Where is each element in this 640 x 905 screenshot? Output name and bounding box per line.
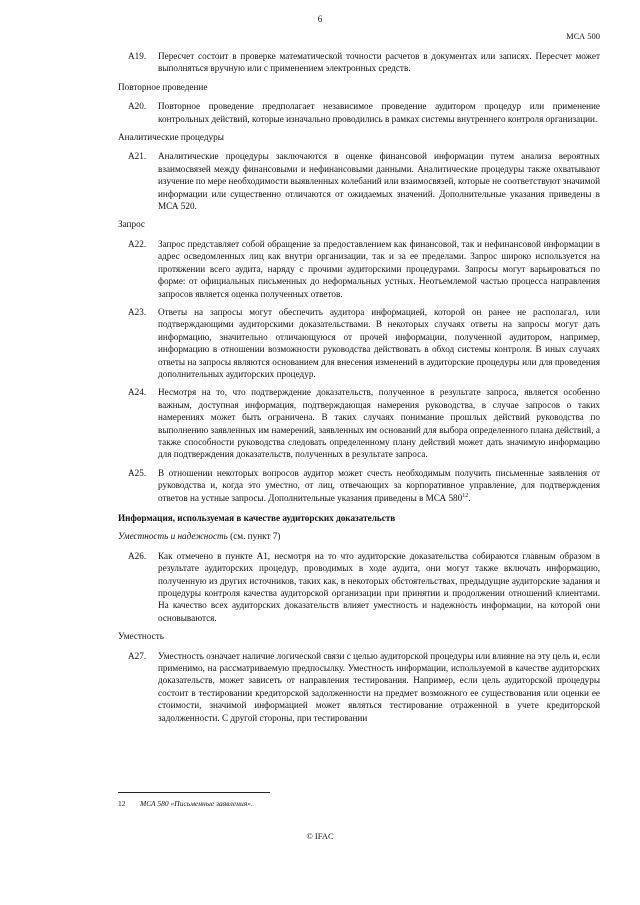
subheading-analytic: Аналитические процедуры <box>118 132 224 143</box>
footnote-text: МСА 580 «Письменные заявления». <box>140 799 253 808</box>
paragraph-a22 <box>118 238 600 300</box>
paragraph-a26 <box>118 550 600 624</box>
paragraph-text: Запрос представляет собой обращение за предоставлением как финансовой, так и нефинансовой информации в адрес осведомленных лиц как внутри организации, так и за ее пределами. Запрос широко используется на протяжении всего аудита, наряду с прочими аудиторскими процедурами. Запросы могут варьироваться по форме: от официальных письменных до неформальных устных. Неотъемлемой частью процесса направления запросов является оценка полученных ответов. <box>158 238 600 299</box>
paragraph-number: A20. <box>128 101 147 112</box>
paragraph-number: A25. <box>128 467 147 478</box>
paragraph-a25 <box>118 467 600 504</box>
footnote <box>118 798 253 810</box>
paragraph-a19 <box>118 50 600 75</box>
paragraph-body: В отношении некоторых вопросов аудитор может счесть необходимым получить письменные заявления от руководства и, когда это уместно, от лиц, отвечающих за корпоративное управление, для подтверждения ответов на устные запросы. Дополнительные указания приведены в МСА 580 <box>158 467 600 503</box>
paragraph-number: A21. <box>128 151 147 162</box>
section-heading-info: Информация, используемая в качестве аудиторских доказательств <box>118 513 396 523</box>
paragraph-a20 <box>118 100 600 125</box>
subheading-italic: Уместность и надежность <box>118 531 228 542</box>
paragraph-text: Несмотря на то, что подтверждение доказательств, полученное в результате запроса, является особенно важным, доступная информация, подтверждающая намерения руководства, в случае запросов о таких намерениях может быть ограничена. В таких случаях понимание прошлых действий руководства по выполнению заявленных им намерений, заявленных им оснований для выбора определенного плана действий, а также способности руководства следовать определенному плану действий может дать значимую информацию для подтверждения доказательств, полученных в результате запроса. <box>158 387 600 460</box>
paragraph-text <box>158 467 600 504</box>
footnote-number: 12 <box>118 799 126 808</box>
subheading-relevance: Уместность <box>118 631 164 642</box>
footnote-ref[interactable]: 12 <box>462 492 469 499</box>
paragraph-text: Аналитические процедуры заключаются в оценке финансовой информации путем анализа вероятных взаимосвязей между финансовыми и нефинансовыми данными. Аналитические процедуры также охватывают изучение по мере необходимости выявленных колебаний или взаимосвязей, которые не соответствуют значимой информации или существенно отличаются от ожидаемых значений. Дополнительные указания приведены в МСА 520. <box>158 151 600 212</box>
paragraph-tail: . <box>468 492 471 503</box>
copyright-footer: © IFAC <box>306 831 334 841</box>
subheading-repeat: Повторное проведение <box>118 81 208 92</box>
paragraph-number: A27. <box>128 650 147 661</box>
paragraph-number: A24. <box>128 387 147 398</box>
paragraph-a23 <box>118 306 600 380</box>
page-number: 6 <box>317 14 323 24</box>
paragraph-number: A23. <box>128 306 147 317</box>
paragraph-number: A22. <box>128 238 147 249</box>
footnote-divider <box>118 792 270 793</box>
paragraph-text: Пересчет состоит в проверке математической точности расчетов в документах или записях. Пересчет может выполняться вручную или с применением электронных средств. <box>158 51 600 74</box>
paragraph-text: Уместность означает наличие логической связи с целью аудиторской процедуры или влияние на эту цель и, если применимо, на рассматриваемую предпосылку. Уместность информации, используемой в качестве аудиторских доказательств, может зависеть от направления тестирования. Например, если цель аудиторской процедуры состоит в тестировании кредиторской задолженности на предмет возможного ее существования или оценки ее стоимости, значимой информацией может являться тестирование отраженной в учете кредиторской задолженности. С другой стороны, при тестировании <box>158 650 600 723</box>
paragraph-number: A19. <box>128 51 147 61</box>
page-content <box>118 50 600 730</box>
paragraph-text: Ответы на запросы могут обеспечить аудитора информацией, которой он ранее не располагал, или подтверждающими аудиторскими доказательствами. В некоторых случаях ответы на запросы могут дать информацию, значительно отличающуюся от прочей информации, полученной аудитором, например, информацию в отношении возможности руководства действовать в обход системы контроля. В иных случаях ответы на запросы являются основанием для внесения изменений в аудиторские процедуры или для проведения дополнительных аудиторских процедур. <box>158 306 600 379</box>
paragraph-text: Повторное проведение предполагает независимое проведение аудитором процедур или применение контрольных действий, которые изначально проводились в рамках системы внутреннего контроля организации. <box>158 101 600 124</box>
subheading-relevance-reliability <box>118 530 600 542</box>
paragraph-number: A26. <box>128 550 147 561</box>
subheading-inquiry: Запрос <box>118 219 145 230</box>
paragraph-a24 <box>118 386 600 460</box>
paragraph-text: Как отмечено в пункте A1, несмотря на то что аудиторские доказательства собираются главным образом в результате аудиторских процедур, проводимых в ходе аудита, они могут также включать информацию, полученную из других источников, таких как, в некоторых обстоятельствах, предыдущие аудиторские задания и процедуры контроля качества аудиторской организации при принятии и продолжении отношений клиентами. На качество всех аудиторских доказательств влияет уместность и надежность информации, на которой они основываются. <box>158 550 600 623</box>
subheading-ref: (см. пункт 7) <box>227 531 281 542</box>
paragraph-a27 <box>118 650 600 724</box>
paragraph-a21 <box>118 150 600 212</box>
document-code: МСА 500 <box>566 31 600 41</box>
